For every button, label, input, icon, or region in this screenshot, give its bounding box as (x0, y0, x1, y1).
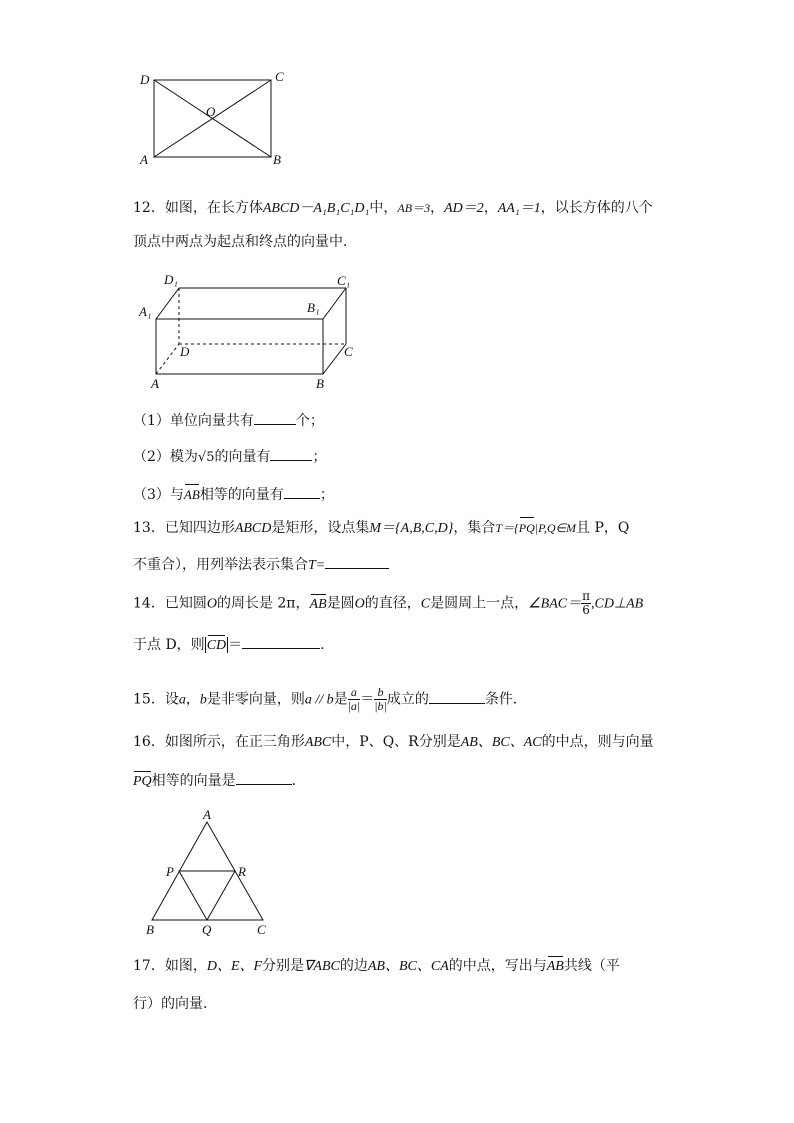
label-o: O (206, 104, 216, 119)
vector-pq: PQ (133, 772, 152, 792)
q12-cond2: AD＝2 (444, 201, 484, 216)
q13-line1: 13．已知四边形ABCD是矩形，设点集M＝{A,B,C,D}，集合T＝{PQ|P,Q∈M且 P，Q (133, 520, 630, 536)
label-c1: C₁ (337, 273, 351, 288)
label-c: C (275, 69, 284, 84)
q17-line1: 17．如图，D、E、F分别是∇ABC的边AB、BC、CA的中点，写出与AB共线（平 (133, 956, 620, 977)
q13-line2: 不重合），用列举法表示集合T= (133, 554, 389, 576)
fraction-pi-6: $\frac{\pi}{6}$ (582, 589, 590, 617)
q12-sub2: （2）模为√5的向量有 ； (133, 446, 326, 468)
answer-blank-2[interactable] (270, 446, 312, 461)
label-r: R (238, 864, 246, 879)
label-a1: A₁ (139, 304, 152, 319)
fraction-b: $\frac{b}{|b|}$ (374, 685, 387, 713)
fraction-a: $\frac{a}{|a|}$ (347, 685, 361, 713)
label-b1: B₁ (307, 300, 320, 315)
q17-line2: 行）的向量. (133, 996, 208, 1012)
q12-cond3: AA₁＝1 (497, 201, 541, 216)
q14-line1: 14．已知圆O的周长是 2π，AB是圆O的直径，C是圆周上一点，∠BAC＝ $\frac{\pi}{6}$ ,CD⊥AB (133, 589, 644, 617)
label-b: B (273, 152, 281, 167)
sqrt-5: √5 (197, 450, 215, 465)
label-b: B (146, 922, 154, 937)
label-c: C (257, 922, 266, 937)
vector-cd: CD (207, 636, 226, 656)
q12-cond1: AB＝3 (397, 201, 431, 215)
label-a: A (203, 807, 211, 822)
q12-line1: 12．如图，在长方体ABCD－A₁B₁C₁D₁中，AB＝3，AD＝2，AA₁＝1，以长方体的八个 (133, 200, 653, 216)
q14-line2: 于点 D，则 CD ＝ . (133, 634, 325, 656)
q12-sub1: （1）单位向量共有 个； (133, 410, 324, 431)
label-d1: D₁ (164, 272, 178, 287)
label-q: Q (202, 922, 212, 937)
answer-blank-3[interactable] (284, 484, 320, 499)
q15-line1: 15．设a，b是非零向量，则a // b是 $\frac{a}{|a|}$ ＝ $\frac{b}{|b|}$ 成立的 条件． (133, 685, 527, 713)
label-a: A (140, 152, 148, 167)
label-p: P (166, 864, 174, 879)
answer-blank-6[interactable] (429, 689, 485, 704)
label-a: A (151, 376, 159, 391)
q16-line1: 16．如图所示，在正三角形ABC中，P、Q、R分别是AB、BC、AC的中点，则与向量 (133, 734, 654, 750)
label-d: D (140, 72, 150, 87)
answer-blank-5[interactable] (242, 634, 320, 649)
figure-rectangle (130, 66, 300, 172)
figure-cuboid (134, 270, 364, 394)
q12-sub3: （3）与AB相等的向量有 ； (133, 484, 334, 505)
q16-line2: PQ相等的向量是 ． (133, 770, 306, 792)
vector-pq: PQ (519, 518, 535, 538)
figure-triangle (140, 805, 280, 941)
q12-body-name: ABCD－A₁B₁C₁D₁ (262, 201, 370, 216)
label-b: B (316, 376, 324, 391)
answer-blank-1[interactable] (254, 410, 296, 425)
label-d: D (180, 344, 190, 359)
vector-ab: AB (310, 595, 327, 615)
set-m: M＝{A,B,C,D} (369, 521, 454, 536)
vector-ab: AB (547, 957, 564, 977)
answer-blank-7[interactable] (236, 770, 292, 785)
label-c: C (344, 344, 353, 359)
vector-ab: AB (184, 485, 200, 505)
q12-line2: 顶点中两点为起点和终点的向量中． (133, 234, 357, 250)
answer-blank-4[interactable] (325, 554, 389, 569)
